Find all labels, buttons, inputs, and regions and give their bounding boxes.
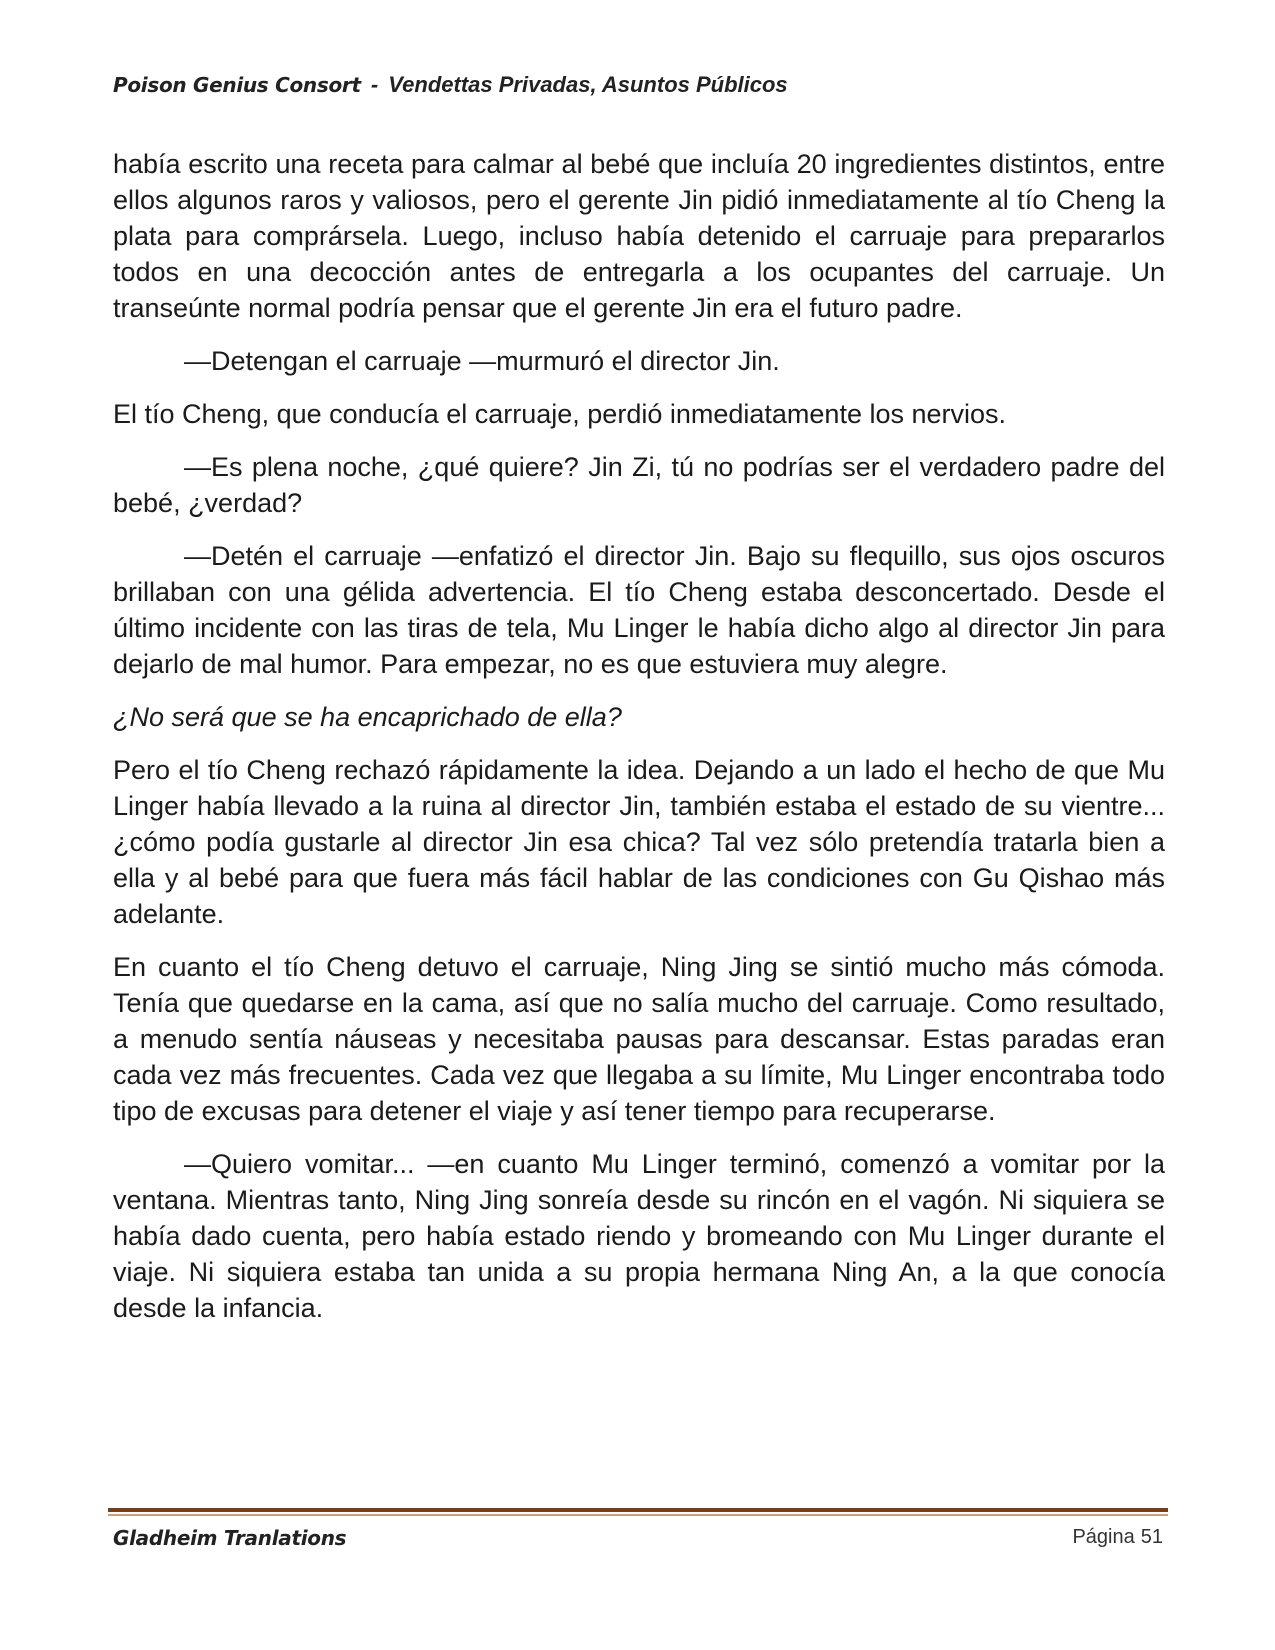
header-separator: - xyxy=(370,72,379,97)
paragraph-8: En cuanto el tío Cheng detuvo el carruaje, Ning Jing se sintió mucho más cómoda. Tenía que quedarse en la cama, así que no salía mucho del carruaje. Como resultado, a menudo sentía náuseas y necesitaba pausas para descansar. Estas paradas eran cada vez más frecuentes. Cada vez que llegaba a su límite, Mu Linger encontraba todo tipo de excusas para detener el viaje y así tener tiempo para recuperarse. xyxy=(113,952,1165,1126)
page-header xyxy=(113,72,788,98)
body-text xyxy=(113,146,1165,1343)
paragraph-6-thought: ¿No será que se ha encaprichado de ella? xyxy=(113,702,622,732)
chapter-title: Vendettas Privadas, Asuntos Públicos xyxy=(388,72,788,97)
paragraph-5: —Detén el carruaje —enfatizó el director Jin. Bajo su flequillo, sus ojos oscuros brillaban con una gélida advertencia. El tío Cheng estaba desconcertado. Desde el último incidente con las tiras de tela, Mu Linger le había dicho algo al director Jin para dejarlo de mal humor. Para empezar, no es que estuviera muy alegre. xyxy=(113,541,1165,679)
paragraph-7: Pero el tío Cheng rechazó rápidamente la idea. Dejando a un lado el hecho de que Mu Linger había llevado a la ruina al director Jin, también estaba el estado de su vientre... ¿cómo podía gustarle al director Jin esa chica? Tal vez sólo pretendía tratarla bien a ella y al bebé para que fuera más fácil hablar de las condiciones con Gu Qishao más adelante. xyxy=(113,755,1165,929)
paragraph-1: había escrito una receta para calmar al bebé que incluía 20 ingredientes distintos, entre ellos algunos raros y valiosos, pero el gerente Jin pidió inmediatamente al tío Cheng la plata para comprársela. Luego, incluso había detenido el carruaje para prepararlos todos en una decocción antes de entregarla a los ocupantes del carruaje. Un transeúnte normal podría pensar que el gerente Jin era el futuro padre. xyxy=(113,149,1165,323)
page-label: Página xyxy=(1072,1526,1135,1548)
footer-publisher: Gladheim Tranlations xyxy=(113,1526,347,1550)
paragraph-3: El tío Cheng, que conducía el carruaje, perdió inmediatamente los nervios. xyxy=(113,399,1007,429)
footer-rule-light xyxy=(108,1514,1168,1516)
paragraph-9: —Quiero vomitar... —en cuanto Mu Linger terminó, comenzó a vomitar por la ventana. Mientras tanto, Ning Jing sonreía desde su rincón en el vagón. Ni siquiera se había dado cuenta, pero había estado riendo y bromeando con Mu Linger durante el viaje. Ni siquiera estaba tan unida a su propia hermana Ning An, a la que conocía desde la infancia. xyxy=(113,1149,1165,1323)
footer-rule-dark xyxy=(108,1508,1168,1512)
book-title: Poison Genius Consort xyxy=(113,73,361,97)
paragraph-4: —Es plena noche, ¿qué quiere? Jin Zi, tú no podrías ser el verdadero padre del bebé, ¿verdad? xyxy=(113,452,1165,518)
footer-page xyxy=(1072,1526,1163,1549)
paragraph-2: —Detengan el carruaje —murmuró el director Jin. xyxy=(184,346,780,376)
page-number: 51 xyxy=(1140,1526,1163,1548)
